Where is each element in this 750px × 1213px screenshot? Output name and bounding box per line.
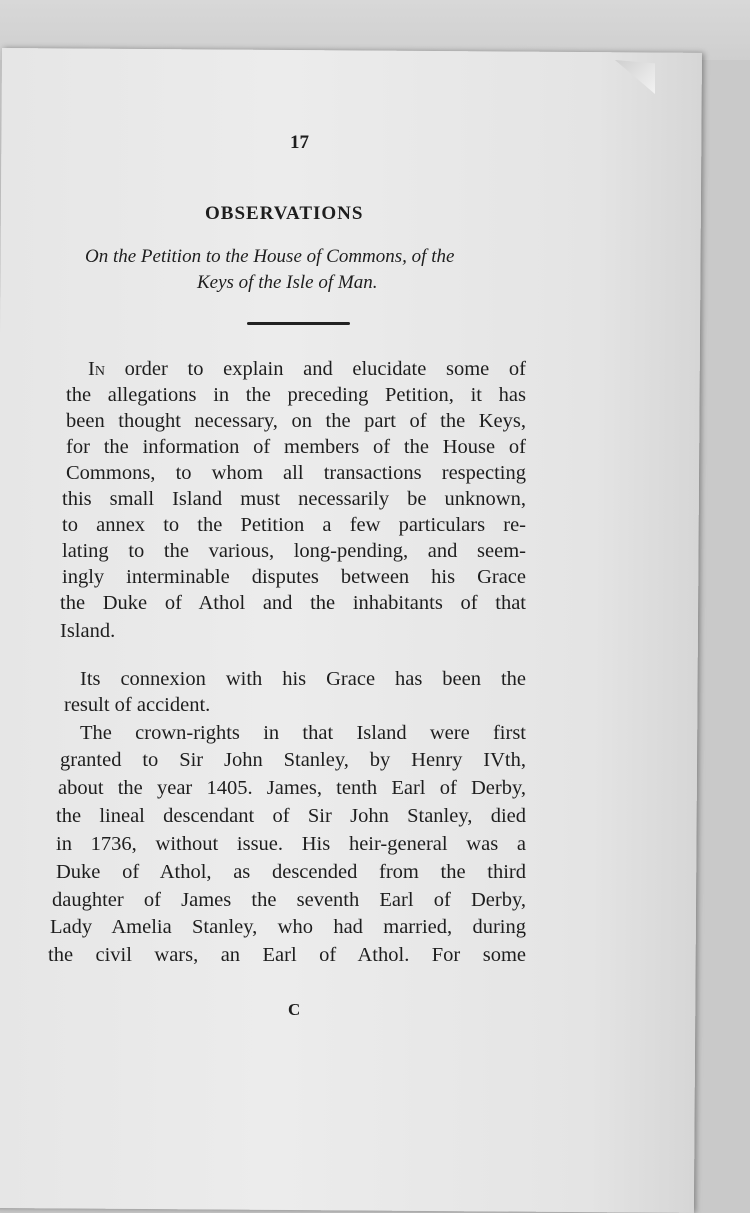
body-line: Commons, to whom all transactions respecting <box>66 462 526 484</box>
body-line: about the year 1405. James, tenth Earl of Derby, <box>58 777 526 799</box>
divider <box>247 322 350 325</box>
body-line: for the information of members of the House of <box>66 436 526 458</box>
body-line: been thought necessary, on the part of the Keys, <box>66 410 526 432</box>
body-line: Island. <box>60 620 116 642</box>
body-line: the allegations in the preceding Petition, it has <box>66 384 526 406</box>
body-line: Lady Amelia Stanley, who had married, during <box>50 916 526 938</box>
body-line: result of accident. <box>64 694 211 716</box>
body-line: to annex to the Petition a few particulars re- <box>62 514 526 536</box>
body-line: Its connexion with his Grace has been the <box>80 668 526 690</box>
page-title: OBSERVATIONS <box>205 203 364 224</box>
body-line: Duke of Athol, as descended from the third <box>56 861 526 883</box>
body-line: the lineal descendant of Sir John Stanley, died <box>56 805 526 827</box>
body-line: lating to the various, long-pending, and seem- <box>62 540 526 562</box>
body-line: daughter of James the seventh Earl of Derby, <box>52 889 526 911</box>
signature-mark: C <box>288 1000 301 1019</box>
body-line: In order to explain and elucidate some of <box>88 358 526 380</box>
body-line: in 1736, without issue. His heir-general was a <box>56 833 526 855</box>
body-line: this small Island must necessarily be unknown, <box>62 488 526 510</box>
subtitle-line: Keys of the Isle of Man. <box>197 272 378 293</box>
subtitle-line: On the Petition to the House of Commons, of the <box>85 246 455 267</box>
body-line: granted to Sir John Stanley, by Henry IVth, <box>60 749 526 771</box>
body-line: The crown-rights in that Island were first <box>80 722 526 744</box>
body-line: the Duke of Athol and the inhabitants of that <box>60 592 526 614</box>
body-line: ingly interminable disputes between his Grace <box>62 566 526 588</box>
body-line: the civil wars, an Earl of Athol. For some <box>48 944 526 966</box>
page-number: 17 <box>290 132 309 153</box>
